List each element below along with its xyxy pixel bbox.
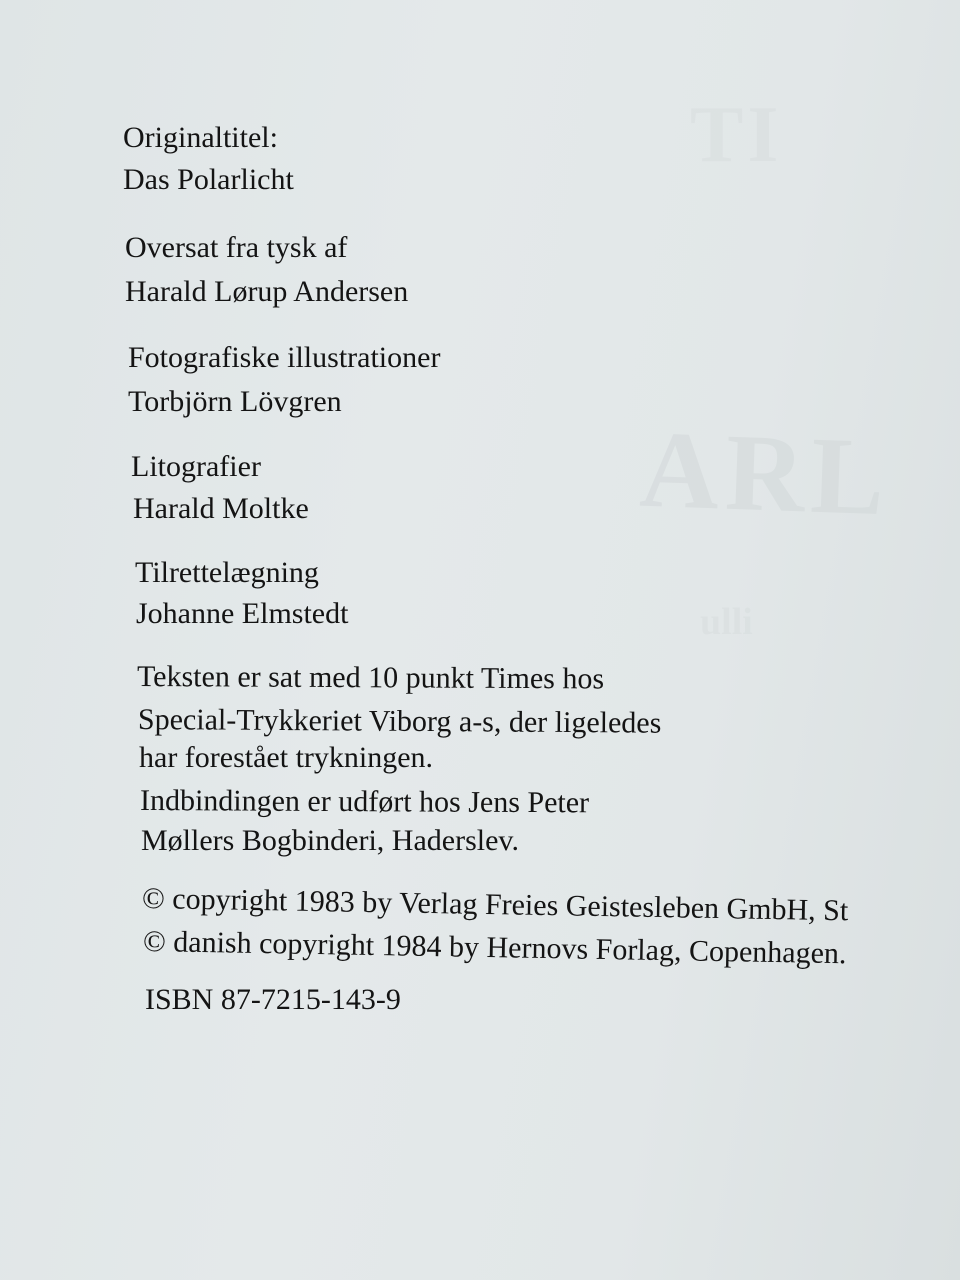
layout-label: Tilrettelægning xyxy=(135,556,319,589)
original-title-label: Originaltitel: xyxy=(123,121,278,154)
photo-illustrations-label: Fotografiske illustrationer xyxy=(128,341,441,374)
printing-note-line: Møllers Bogbinderi, Haderslev. xyxy=(141,824,519,857)
isbn: ISBN 87-7215-143-9 xyxy=(145,983,401,1016)
show-through-text: ARL xyxy=(637,407,893,539)
lithographer-name: Harald Moltke xyxy=(133,492,309,525)
copyright-line: © copyright 1983 by Verlag Freies Geistesleben GmbH, St xyxy=(141,882,849,928)
printing-note-line: Indbindingen er udført hos Jens Peter xyxy=(139,784,590,820)
original-title-value: Das Polarlicht xyxy=(123,163,294,196)
translator-name: Harald Lørup Andersen xyxy=(125,275,409,308)
danish-copyright-line: © danish copyright 1984 by Hernovs Forlag, Copenhagen. xyxy=(142,925,847,971)
printing-note-line: Teksten er sat med 10 punkt Times hos xyxy=(136,660,605,696)
translation-label: Oversat fra tysk af xyxy=(125,231,348,264)
show-through-text: ulli xyxy=(700,601,753,643)
layout-designer-name: Johanne Elmstedt xyxy=(136,597,349,630)
photographer-name: Torbjörn Lövgren xyxy=(128,385,342,418)
printing-note-line: har forestået trykningen. xyxy=(139,741,434,774)
printing-note-line: Special-Trykkeriet Viborg a-s, der ligeledes xyxy=(137,703,662,740)
show-through-text: TI xyxy=(690,91,783,179)
lithographs-label: Litografier xyxy=(131,450,261,483)
